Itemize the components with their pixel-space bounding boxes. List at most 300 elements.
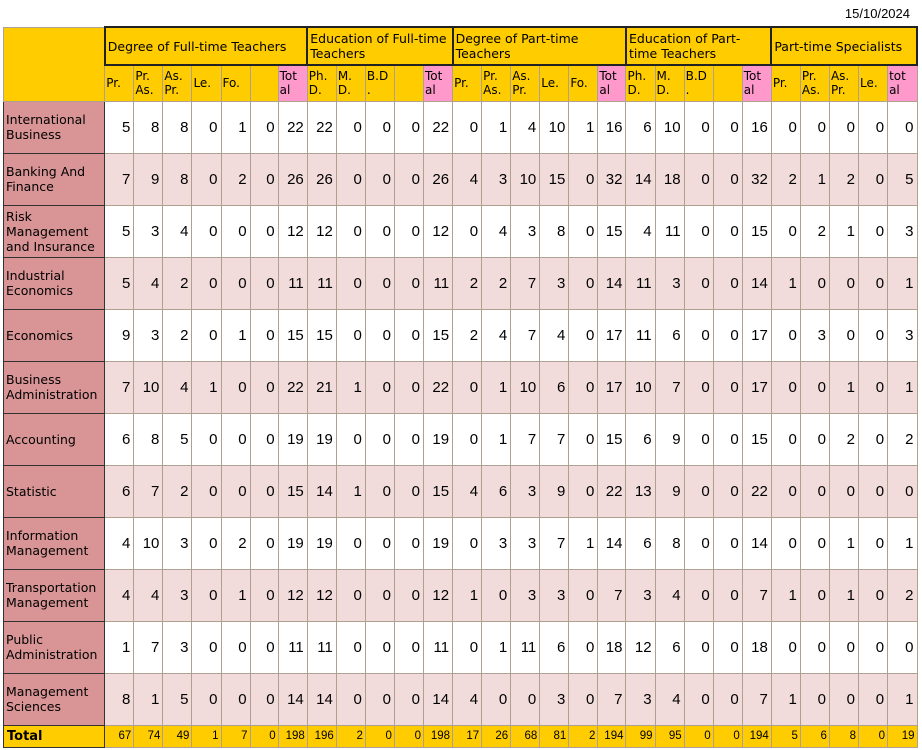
table-cell: 6 bbox=[626, 101, 655, 153]
table-cell: 0 bbox=[250, 205, 278, 257]
table-cell: 6 bbox=[482, 465, 511, 517]
table-cell: 0 bbox=[829, 465, 858, 517]
table-cell: 17 bbox=[742, 361, 771, 413]
table-cell: 4 bbox=[134, 569, 163, 621]
group-header: Degree of Full-time Teachers bbox=[105, 27, 308, 65]
table-cell: 0 bbox=[684, 205, 713, 257]
table-cell: 5 bbox=[163, 413, 192, 465]
total-row bbox=[4, 725, 918, 747]
table-cell: 0 bbox=[771, 361, 800, 413]
table-cell: 22 bbox=[278, 101, 307, 153]
total-cell: 6 bbox=[800, 725, 829, 747]
table-cell: 10 bbox=[540, 101, 569, 153]
table-cell: 0 bbox=[684, 621, 713, 673]
table-cell: 12 bbox=[424, 205, 453, 257]
table-cell: 0 bbox=[800, 569, 829, 621]
table-cell: 0 bbox=[482, 673, 511, 725]
table-cell: 3 bbox=[540, 673, 569, 725]
group-header: Degree of Part-time Teachers bbox=[453, 27, 626, 65]
table-cell: 0 bbox=[221, 621, 250, 673]
table-cell: 1 bbox=[829, 205, 858, 257]
table-cell: 0 bbox=[453, 621, 482, 673]
table-cell: 0 bbox=[569, 205, 598, 257]
table-cell: 0 bbox=[684, 309, 713, 361]
table-cell: 7 bbox=[655, 361, 684, 413]
table-cell: 8 bbox=[540, 205, 569, 257]
table-cell: 0 bbox=[713, 569, 742, 621]
table-cell: 8 bbox=[134, 413, 163, 465]
column-header: Pr. bbox=[453, 65, 482, 101]
table-cell: 8 bbox=[105, 673, 134, 725]
table-cell: 0 bbox=[684, 673, 713, 725]
table-cell: 0 bbox=[800, 673, 829, 725]
table-cell: 9 bbox=[655, 465, 684, 517]
table-cell: 2 bbox=[163, 309, 192, 361]
table-row bbox=[4, 465, 918, 517]
table-cell: 0 bbox=[569, 153, 598, 205]
table-cell: 19 bbox=[278, 413, 307, 465]
total-cell: 8 bbox=[829, 725, 858, 747]
table-cell: 0 bbox=[859, 361, 888, 413]
table-cell: 4 bbox=[163, 361, 192, 413]
table-cell: 14 bbox=[424, 673, 453, 725]
table-cell: 0 bbox=[569, 465, 598, 517]
table-cell: 0 bbox=[684, 153, 713, 205]
table-cell: 11 bbox=[424, 257, 453, 309]
table-cell: 0 bbox=[713, 517, 742, 569]
column-header: B.D . bbox=[365, 65, 394, 101]
table-cell: 0 bbox=[250, 361, 278, 413]
table-cell: 0 bbox=[684, 413, 713, 465]
table-cell: 0 bbox=[336, 413, 365, 465]
column-header bbox=[713, 65, 742, 101]
table-cell: 18 bbox=[598, 621, 626, 673]
group-header: Education of Part-time Teachers bbox=[626, 27, 771, 65]
table-cell: 15 bbox=[424, 465, 453, 517]
table-cell: 1 bbox=[800, 153, 829, 205]
table-cell: 0 bbox=[221, 257, 250, 309]
column-header: Ph. D. bbox=[626, 65, 655, 101]
total-cell: 95 bbox=[655, 725, 684, 747]
table-cell: 0 bbox=[192, 517, 221, 569]
table-cell: 0 bbox=[859, 153, 888, 205]
table-cell: 19 bbox=[278, 517, 307, 569]
table-cell: 7 bbox=[540, 517, 569, 569]
table-cell: 7 bbox=[134, 621, 163, 673]
table-cell: 11 bbox=[511, 621, 540, 673]
table-cell: 5 bbox=[888, 153, 917, 205]
table-cell: 0 bbox=[771, 413, 800, 465]
total-cell: 0 bbox=[250, 725, 278, 747]
table-cell: 0 bbox=[365, 361, 394, 413]
table-cell: 15 bbox=[278, 309, 307, 361]
table-cell: 4 bbox=[163, 205, 192, 257]
table-cell: 0 bbox=[684, 517, 713, 569]
table-cell: 19 bbox=[307, 517, 336, 569]
table-cell: 8 bbox=[655, 517, 684, 569]
corner-cell bbox=[4, 27, 105, 101]
table-cell: 2 bbox=[163, 257, 192, 309]
table-cell: 0 bbox=[192, 569, 221, 621]
total-cell: 198 bbox=[278, 725, 307, 747]
table-cell: 1 bbox=[336, 465, 365, 517]
table-cell: 0 bbox=[713, 257, 742, 309]
table-cell: 0 bbox=[365, 205, 394, 257]
table-cell: 4 bbox=[655, 673, 684, 725]
table-cell: 1 bbox=[888, 673, 917, 725]
table-cell: 1 bbox=[134, 673, 163, 725]
table-cell: 3 bbox=[134, 205, 163, 257]
table-cell: 6 bbox=[105, 413, 134, 465]
table-cell: 0 bbox=[365, 673, 394, 725]
table-cell: 5 bbox=[105, 257, 134, 309]
table-row bbox=[4, 517, 918, 569]
table-cell: 0 bbox=[713, 621, 742, 673]
table-cell: 0 bbox=[771, 101, 800, 153]
table-cell: 1 bbox=[771, 257, 800, 309]
table-cell: 32 bbox=[742, 153, 771, 205]
table-cell: 7 bbox=[598, 569, 626, 621]
table-cell: 14 bbox=[278, 673, 307, 725]
table-cell: 32 bbox=[598, 153, 626, 205]
column-header: Le. bbox=[859, 65, 888, 101]
table-cell: 12 bbox=[424, 569, 453, 621]
table-cell: 1 bbox=[105, 621, 134, 673]
table-cell: 3 bbox=[511, 205, 540, 257]
table-row bbox=[4, 309, 918, 361]
table-cell: 26 bbox=[424, 153, 453, 205]
column-header: Pr. As. bbox=[800, 65, 829, 101]
table-cell: 1 bbox=[482, 361, 511, 413]
table-cell: 11 bbox=[626, 309, 655, 361]
total-cell: 194 bbox=[742, 725, 771, 747]
table-cell: 0 bbox=[221, 361, 250, 413]
table-cell: 0 bbox=[336, 153, 365, 205]
table-cell: 4 bbox=[453, 465, 482, 517]
table-cell: 1 bbox=[829, 517, 858, 569]
table-cell: 9 bbox=[655, 413, 684, 465]
table-cell: 2 bbox=[888, 569, 917, 621]
total-cell: 68 bbox=[511, 725, 540, 747]
table-cell: 3 bbox=[626, 673, 655, 725]
table-cell: 4 bbox=[482, 309, 511, 361]
table-cell: 0 bbox=[771, 465, 800, 517]
table-cell: 6 bbox=[655, 621, 684, 673]
table-cell: 0 bbox=[250, 569, 278, 621]
table-cell: 7 bbox=[511, 257, 540, 309]
table-cell: 0 bbox=[829, 309, 858, 361]
table-row bbox=[4, 361, 918, 413]
table-cell: 0 bbox=[800, 101, 829, 153]
table-cell: 11 bbox=[278, 257, 307, 309]
table-cell: 3 bbox=[482, 153, 511, 205]
table-cell: 2 bbox=[221, 517, 250, 569]
table-cell: 11 bbox=[278, 621, 307, 673]
table-cell: 4 bbox=[511, 101, 540, 153]
table-cell: 19 bbox=[307, 413, 336, 465]
table-cell: 15 bbox=[598, 413, 626, 465]
total-cell: 19 bbox=[888, 725, 917, 747]
table-cell: 1 bbox=[829, 361, 858, 413]
total-cell: 74 bbox=[134, 725, 163, 747]
table-cell: 1 bbox=[569, 101, 598, 153]
table-cell: 0 bbox=[800, 517, 829, 569]
row-label: Information Management bbox=[4, 517, 105, 569]
table-cell: 15 bbox=[278, 465, 307, 517]
table-cell: 0 bbox=[684, 101, 713, 153]
table-cell: 14 bbox=[742, 517, 771, 569]
table-cell: 21 bbox=[307, 361, 336, 413]
table-cell: 0 bbox=[569, 673, 598, 725]
row-label: Risk Management and Insurance bbox=[4, 205, 105, 257]
table-cell: 7 bbox=[134, 465, 163, 517]
table-cell: 22 bbox=[424, 101, 453, 153]
table-cell: 12 bbox=[278, 569, 307, 621]
column-header: Le. bbox=[540, 65, 569, 101]
total-cell: 2 bbox=[336, 725, 365, 747]
table-cell: 2 bbox=[453, 309, 482, 361]
table-cell: 1 bbox=[453, 569, 482, 621]
table-cell: 0 bbox=[859, 517, 888, 569]
total-cell: 49 bbox=[163, 725, 192, 747]
total-cell: 67 bbox=[105, 725, 134, 747]
table-cell: 0 bbox=[250, 621, 278, 673]
table-cell: 3 bbox=[888, 309, 917, 361]
column-header: M. D. bbox=[336, 65, 365, 101]
table-cell: 0 bbox=[859, 309, 888, 361]
table-cell: 7 bbox=[742, 569, 771, 621]
table-cell: 0 bbox=[859, 101, 888, 153]
total-cell: 0 bbox=[684, 725, 713, 747]
table-cell: 6 bbox=[540, 361, 569, 413]
table-cell: 0 bbox=[713, 361, 742, 413]
table-cell: 6 bbox=[655, 309, 684, 361]
table-cell: 26 bbox=[307, 153, 336, 205]
row-label: Accounting bbox=[4, 413, 105, 465]
column-header: Pr. As. bbox=[134, 65, 163, 101]
table-cell: 0 bbox=[250, 465, 278, 517]
table-cell: 17 bbox=[742, 309, 771, 361]
table-cell: 0 bbox=[713, 673, 742, 725]
table-cell: 7 bbox=[540, 413, 569, 465]
table-cell: 17 bbox=[598, 361, 626, 413]
table-cell: 0 bbox=[453, 413, 482, 465]
table-cell: 10 bbox=[134, 361, 163, 413]
table-cell: 1 bbox=[569, 517, 598, 569]
table-cell: 2 bbox=[888, 413, 917, 465]
total-label: Total bbox=[4, 725, 105, 747]
total-cell: 81 bbox=[540, 725, 569, 747]
table-cell: 4 bbox=[540, 309, 569, 361]
table-cell: 0 bbox=[394, 673, 423, 725]
table-cell: 0 bbox=[221, 205, 250, 257]
table-cell: 22 bbox=[278, 361, 307, 413]
column-header: Pr. bbox=[105, 65, 134, 101]
column-header: Tot al bbox=[742, 65, 771, 101]
table-cell: 1 bbox=[221, 101, 250, 153]
table-cell: 15 bbox=[307, 309, 336, 361]
table-cell: 0 bbox=[394, 205, 423, 257]
column-header: Fo. bbox=[569, 65, 598, 101]
table-cell: 12 bbox=[278, 205, 307, 257]
row-label: Economics bbox=[4, 309, 105, 361]
table-cell: 0 bbox=[365, 257, 394, 309]
group-header: Education of Full-time Teachers bbox=[307, 27, 452, 65]
table-cell: 7 bbox=[598, 673, 626, 725]
table-cell: 1 bbox=[482, 101, 511, 153]
table-cell: 0 bbox=[394, 153, 423, 205]
table-cell: 6 bbox=[540, 621, 569, 673]
table-cell: 0 bbox=[569, 361, 598, 413]
table-cell: 10 bbox=[511, 153, 540, 205]
table-cell: 0 bbox=[394, 413, 423, 465]
table-cell: 1 bbox=[221, 569, 250, 621]
table-cell: 0 bbox=[336, 621, 365, 673]
row-label: Statistic bbox=[4, 465, 105, 517]
table-cell: 1 bbox=[482, 413, 511, 465]
column-header: Fo. bbox=[221, 65, 250, 101]
column-header: As. Pr. bbox=[511, 65, 540, 101]
table-cell: 3 bbox=[888, 205, 917, 257]
table-cell: 4 bbox=[453, 673, 482, 725]
total-cell: 0 bbox=[859, 725, 888, 747]
table-cell: 10 bbox=[626, 361, 655, 413]
table-cell: 0 bbox=[221, 673, 250, 725]
table-cell: 1 bbox=[888, 361, 917, 413]
table-cell: 0 bbox=[684, 465, 713, 517]
table-cell: 0 bbox=[365, 413, 394, 465]
table-cell: 1 bbox=[192, 361, 221, 413]
row-label: Transportation Management bbox=[4, 569, 105, 621]
table-cell: 8 bbox=[163, 153, 192, 205]
table-cell: 5 bbox=[105, 205, 134, 257]
table-cell: 0 bbox=[569, 257, 598, 309]
table-row bbox=[4, 413, 918, 465]
table-cell: 0 bbox=[336, 309, 365, 361]
table-cell: 12 bbox=[307, 205, 336, 257]
total-cell: 198 bbox=[424, 725, 453, 747]
row-label: International Business bbox=[4, 101, 105, 153]
table-cell: 9 bbox=[540, 465, 569, 517]
table-cell: 0 bbox=[482, 569, 511, 621]
table-cell: 0 bbox=[713, 153, 742, 205]
table-cell: 12 bbox=[307, 569, 336, 621]
table-cell: 14 bbox=[307, 465, 336, 517]
table-cell: 0 bbox=[365, 621, 394, 673]
table-cell: 0 bbox=[888, 465, 917, 517]
table-cell: 15 bbox=[742, 413, 771, 465]
table-cell: 2 bbox=[221, 153, 250, 205]
table-cell: 0 bbox=[453, 101, 482, 153]
row-label: Business Administration bbox=[4, 361, 105, 413]
table-cell: 1 bbox=[336, 361, 365, 413]
table-cell: 0 bbox=[684, 569, 713, 621]
table-cell: 15 bbox=[540, 153, 569, 205]
column-header: Le. bbox=[192, 65, 221, 101]
table-cell: 0 bbox=[569, 569, 598, 621]
table-cell: 13 bbox=[626, 465, 655, 517]
table-cell: 0 bbox=[250, 257, 278, 309]
table-cell: 5 bbox=[105, 101, 134, 153]
table-cell: 0 bbox=[684, 257, 713, 309]
table-cell: 0 bbox=[192, 101, 221, 153]
table-cell: 11 bbox=[307, 257, 336, 309]
column-header bbox=[394, 65, 423, 101]
table-cell: 3 bbox=[163, 569, 192, 621]
table-cell: 1 bbox=[829, 569, 858, 621]
table-cell: 0 bbox=[192, 257, 221, 309]
column-header bbox=[250, 65, 278, 101]
table-cell: 0 bbox=[394, 361, 423, 413]
table-cell: 9 bbox=[134, 153, 163, 205]
row-label: Industrial Economics bbox=[4, 257, 105, 309]
table-cell: 0 bbox=[250, 673, 278, 725]
table-cell: 14 bbox=[598, 257, 626, 309]
column-header: As. Pr. bbox=[163, 65, 192, 101]
table-cell: 0 bbox=[859, 205, 888, 257]
table-cell: 7 bbox=[742, 673, 771, 725]
table-cell: 14 bbox=[598, 517, 626, 569]
column-header: B.D . bbox=[684, 65, 713, 101]
table-cell: 15 bbox=[598, 205, 626, 257]
table-cell: 0 bbox=[713, 205, 742, 257]
table-cell: 0 bbox=[859, 673, 888, 725]
table-cell: 0 bbox=[713, 465, 742, 517]
table-cell: 4 bbox=[105, 569, 134, 621]
table-cell: 3 bbox=[540, 569, 569, 621]
column-header: tot al bbox=[888, 65, 917, 101]
table-cell: 0 bbox=[771, 517, 800, 569]
table-cell: 0 bbox=[859, 465, 888, 517]
table-cell: 3 bbox=[655, 257, 684, 309]
table-cell: 18 bbox=[742, 621, 771, 673]
group-header: Part-time Specialists bbox=[771, 27, 917, 65]
table-cell: 6 bbox=[626, 413, 655, 465]
table-cell: 0 bbox=[192, 621, 221, 673]
table-cell: 0 bbox=[453, 361, 482, 413]
table-cell: 0 bbox=[859, 569, 888, 621]
table-cell: 0 bbox=[771, 309, 800, 361]
table-cell: 3 bbox=[163, 517, 192, 569]
table-cell: 8 bbox=[134, 101, 163, 153]
table-cell: 4 bbox=[453, 153, 482, 205]
total-cell: 26 bbox=[482, 725, 511, 747]
table-cell: 0 bbox=[394, 569, 423, 621]
table-cell: 11 bbox=[307, 621, 336, 673]
table-cell: 0 bbox=[859, 257, 888, 309]
table-row bbox=[4, 569, 918, 621]
total-cell: 1 bbox=[192, 725, 221, 747]
table-cell: 0 bbox=[829, 101, 858, 153]
table-cell: 3 bbox=[134, 309, 163, 361]
table-cell: 0 bbox=[192, 309, 221, 361]
total-cell: 2 bbox=[569, 725, 598, 747]
table-cell: 0 bbox=[394, 309, 423, 361]
column-header: Tot al bbox=[424, 65, 453, 101]
table-cell: 14 bbox=[626, 153, 655, 205]
table-cell: 0 bbox=[192, 153, 221, 205]
table-cell: 7 bbox=[105, 361, 134, 413]
table-cell: 0 bbox=[192, 205, 221, 257]
table-cell: 0 bbox=[829, 673, 858, 725]
table-cell: 7 bbox=[105, 153, 134, 205]
table-cell: 1 bbox=[771, 673, 800, 725]
table-cell: 0 bbox=[192, 465, 221, 517]
column-header: M. D. bbox=[655, 65, 684, 101]
table-cell: 0 bbox=[336, 257, 365, 309]
table-cell: 2 bbox=[829, 153, 858, 205]
table-cell: 4 bbox=[482, 205, 511, 257]
